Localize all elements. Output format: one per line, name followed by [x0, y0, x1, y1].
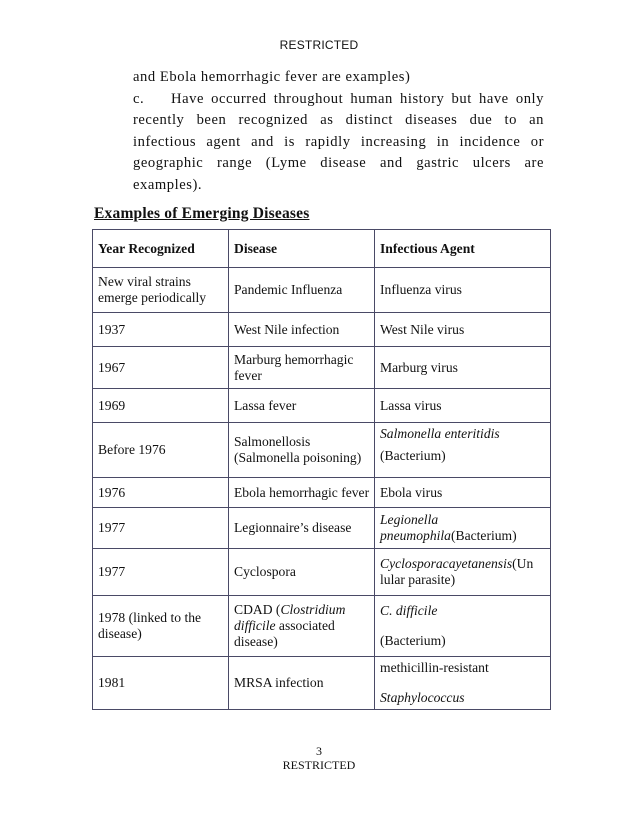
column-header-disease: Disease — [229, 230, 375, 268]
agent-plain: (Bacterium) — [380, 448, 446, 463]
item-c-text: Have occurred throughout human history but have only recently been recognized as distinct diseases due to an infectious agent and is rapidly increasing in incidence or geographic range (Lyme disease and gastric ulcers are examples). — [133, 90, 544, 193]
footer-classification: RESTRICTED — [282, 758, 356, 772]
header-classification: RESTRICTED — [279, 38, 359, 52]
agent-italic: Staphylococcus — [380, 690, 465, 705]
intro-paragraph — [133, 67, 544, 196]
intro-item-c — [133, 89, 544, 197]
intro-continuation: and Ebola hemorrhagic fever are examples) — [133, 69, 411, 85]
agent-italic: Legionella — [380, 512, 439, 527]
cell-year: 1967 — [93, 347, 229, 389]
cell-agent — [375, 508, 551, 549]
cell-disease: West Nile infection — [229, 313, 375, 347]
disease-italic: Clostridium — [280, 602, 346, 617]
cell-disease: Marburg hemorrhagic fever — [229, 347, 375, 389]
cell-disease — [229, 596, 375, 657]
cell-agent — [375, 423, 551, 478]
item-c-label: c. — [133, 90, 145, 107]
table-row — [93, 389, 551, 423]
cell-agent — [375, 657, 551, 710]
disease-line: Salmonellosis — [234, 434, 311, 449]
agent-plain: (Un — [512, 556, 534, 571]
cell-agent — [375, 596, 551, 657]
column-header-year: Year Recognized — [93, 230, 229, 268]
agent-plain: (Bacterium) — [380, 633, 446, 648]
agent-plain: methicillin-resistant — [380, 660, 489, 675]
section-title: Examples of Emerging Diseases — [94, 205, 310, 222]
cell-year: New viral strains emerge periodically — [93, 268, 229, 313]
table-row — [93, 657, 551, 710]
disease-suffix: associated disease) — [234, 618, 335, 649]
cell-year: 1977 — [93, 549, 229, 596]
disease-line: (Salmonella poisoning) — [234, 450, 362, 465]
table-row — [93, 347, 551, 389]
page-number: 3 — [316, 744, 322, 758]
cell-disease: Pandemic Influenza — [229, 268, 375, 313]
cell-agent: Influenza virus — [375, 268, 551, 313]
emerging-diseases-table — [92, 229, 551, 710]
cell-year: Before 1976 — [93, 423, 229, 478]
table-row — [93, 423, 551, 478]
table-header-row — [93, 230, 551, 268]
cell-agent: Ebola virus — [375, 478, 551, 508]
table-row — [93, 596, 551, 657]
cell-year: 1978 (linked to the disease) — [93, 596, 229, 657]
agent-italic: C. difficile — [380, 603, 438, 618]
cell-disease — [229, 423, 375, 478]
cell-disease: Legionnaire’s disease — [229, 508, 375, 549]
agent-italic: Salmonella enteritidis — [380, 426, 500, 441]
cell-agent: West Nile virus — [375, 313, 551, 347]
cell-disease: Ebola hemorrhagic fever — [229, 478, 375, 508]
table-row — [93, 508, 551, 549]
cell-disease: MRSA infection — [229, 657, 375, 710]
cell-year: 1969 — [93, 389, 229, 423]
cell-year: 1977 — [93, 508, 229, 549]
cell-agent: Marburg virus — [375, 347, 551, 389]
disease-italic: difficile — [234, 618, 276, 633]
table-row — [93, 313, 551, 347]
column-header-agent: Infectious Agent — [375, 230, 551, 268]
table-row — [93, 549, 551, 596]
agent-italic: pneumophila — [380, 528, 451, 543]
cell-year: 1976 — [93, 478, 229, 508]
cell-agent — [375, 549, 551, 596]
cell-disease: Cyclospora — [229, 549, 375, 596]
agent-plain: lular parasite) — [380, 572, 456, 587]
cell-year: 1937 — [93, 313, 229, 347]
agent-plain: (Bacterium) — [450, 528, 517, 543]
cell-agent: Lassa virus — [375, 389, 551, 423]
disease-prefix: CDAD ( — [234, 602, 281, 617]
table-row — [93, 268, 551, 313]
cell-year: 1981 — [93, 657, 229, 710]
cell-disease: Lassa fever — [229, 389, 375, 423]
agent-line — [380, 528, 545, 544]
agent-line — [380, 556, 545, 572]
agent-italic: Cyclosporacayetanensis — [380, 556, 513, 571]
table-row — [93, 478, 551, 508]
